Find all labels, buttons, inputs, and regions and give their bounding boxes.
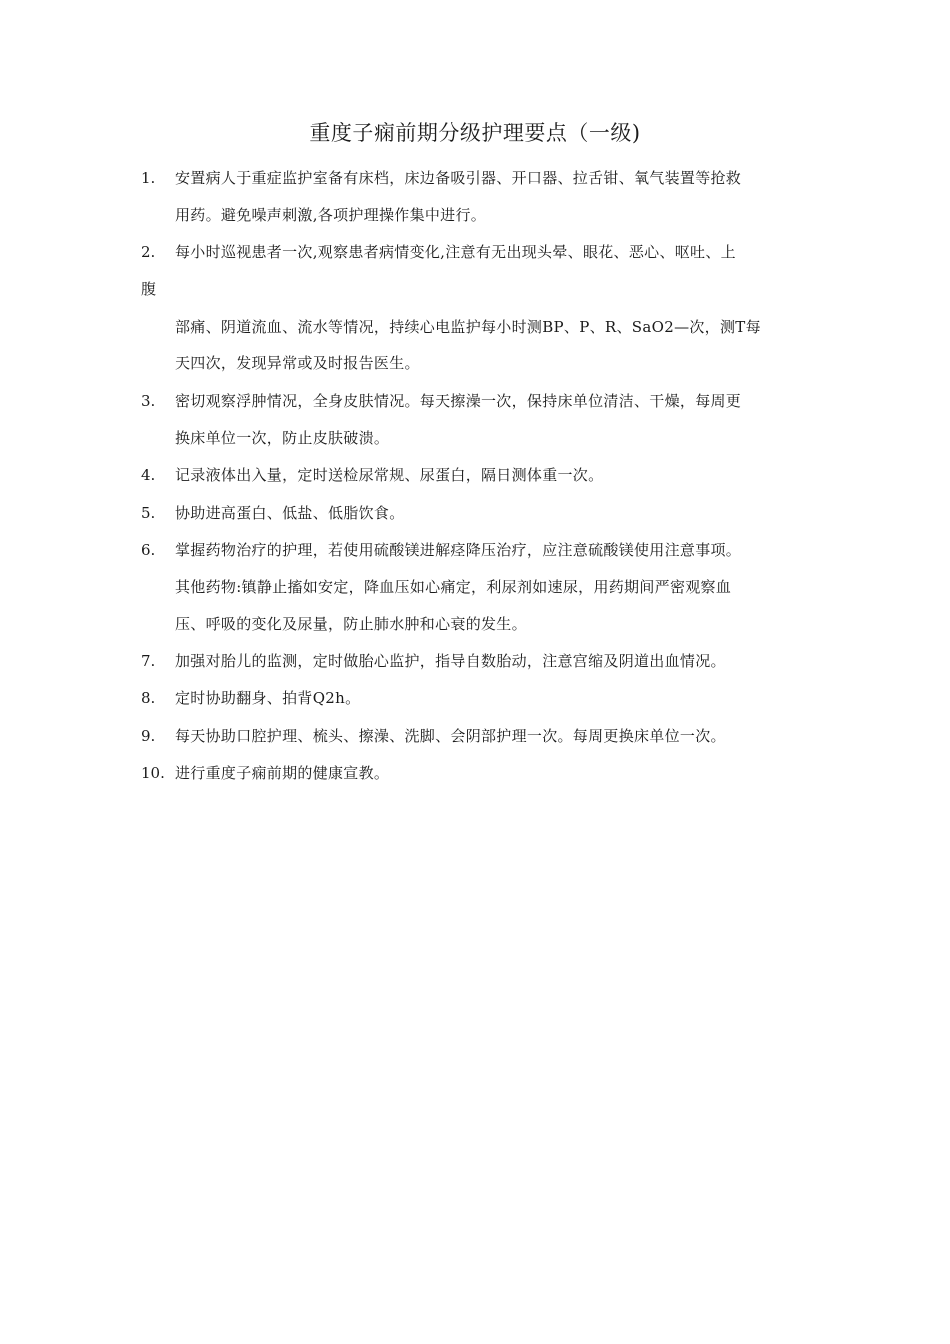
item-number: 9. xyxy=(141,727,156,745)
item-number: 2. xyxy=(141,243,156,261)
item-text-line: 每天协助口腔护理、梳头、擦澡、洗脚、会阴部护理一次。每周更换床单位一次。 xyxy=(175,727,726,745)
item-text-line: 安置病人于重症监护室备有床档，床边备吸引器、开口器、拉舌钳、氧气装置等抢救 xyxy=(175,169,742,187)
item-text-line: 加强对胎儿的监测，定时做胎心监护，指导自数胎动，注意宫缩及阴道出血情况。 xyxy=(175,652,726,670)
item-text-line: 压、呼吸的变化及尿量，防止肺水肿和心衰的发生。 xyxy=(175,615,527,633)
item-text-line: 定时协助翻身、拍背Q2h。 xyxy=(175,689,361,707)
item-number: 7. xyxy=(141,652,156,670)
item-number: 5. xyxy=(141,504,156,522)
item-text-line: 掌握药物治疗的护理，若使用硫酸镁进解痉降压治疗，应注意硫酸镁使用注意事项。 xyxy=(175,541,742,559)
item-number: 6. xyxy=(141,541,156,559)
item-text-line: 其他药物:镇静止搐如安定，降血压如心痛定，利尿剂如速尿，用药期间严密观察血 xyxy=(175,578,732,596)
item-number: 4. xyxy=(141,466,156,484)
item-text-line: 换床单位一次，防止皮肤破溃。 xyxy=(175,429,390,447)
item-text-line: 密切观察浮肿情况，全身皮肤情况。每天擦澡一次，保持床单位清洁、干燥，每周更 xyxy=(175,392,742,410)
item-text-line: 协助进高蛋白、低盐、低脂饮食。 xyxy=(175,504,405,522)
item-text-line: 腹 xyxy=(141,280,157,298)
item-number: 8. xyxy=(141,689,156,707)
item-number: 1. xyxy=(141,169,156,187)
item-text-line: 记录液体出入量，定时送检尿常规、尿蛋白，隔日测体重一次。 xyxy=(175,466,604,484)
item-number: 10. xyxy=(141,764,165,782)
item-number: 3. xyxy=(141,392,156,410)
item-text-line: 天四次，发现异常或及时报告医生。 xyxy=(175,354,420,372)
item-text-line: 进行重度子痫前期的健康宣教。 xyxy=(175,764,390,782)
item-text-line: 部痛、阴道流血、流水等情况，持续心电监护每小时测BP、P、R、SaO2—次，测T每 xyxy=(175,318,761,336)
document-title: 重度子痫前期分级护理要点（一级) xyxy=(309,121,641,145)
item-text-line: 用药。避免噪声刺激,各项护理操作集中进行。 xyxy=(175,206,487,224)
item-text-line: 每小时巡视患者一次,观察患者病情变化,注意有无出现头晕、眼花、恶心、呕吐、上 xyxy=(175,243,736,261)
